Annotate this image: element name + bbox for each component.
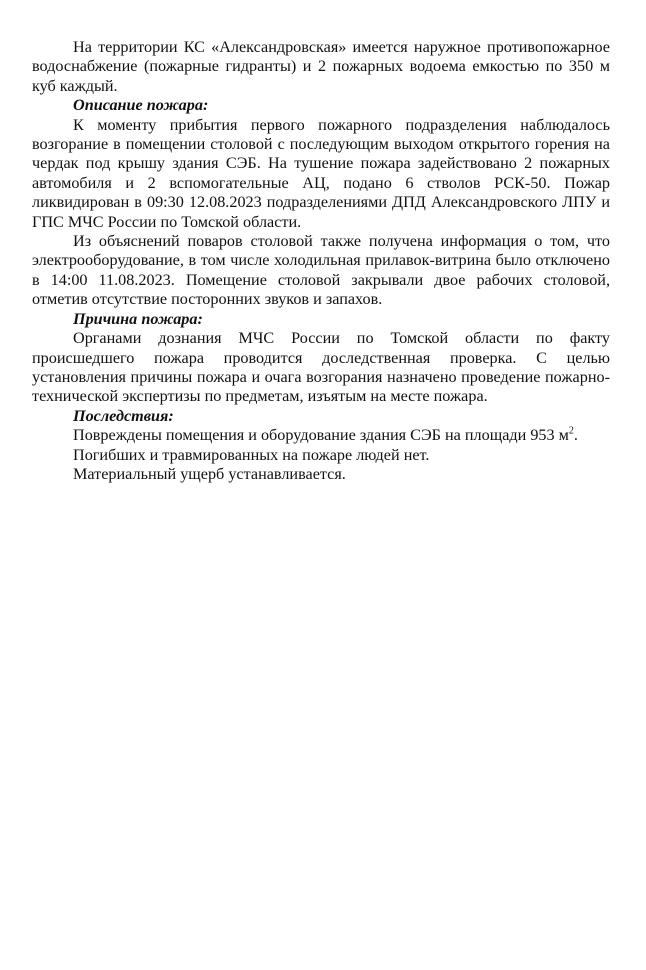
damage-paragraph [32, 426, 610, 445]
fire-cause-heading: Причина пожара: [73, 309, 203, 328]
consequences-heading: Последствия: [73, 406, 174, 425]
fire-cause-paragraph: Органами дознания МЧС России по Томской области по факту происшедшего пожара проводится доследственная проверка. С целью установления причины пожара и очага возгорания назначено проведение пожарно-технической экспертизы по предметам, изъятым на месте пожара. [32, 329, 610, 406]
document-page [32, 38, 610, 484]
material-damage-paragraph: Материальный ущерб устанавливается. [73, 464, 346, 483]
fire-description-paragraph-1: К моменту прибытия первого пожарного подразделения наблюдалось возгорание в помещении столовой с последующим выходом открытого горения на чердак под крышу здания СЭБ. На тушение пожара задействовано 2 пожарных автомобиля и 2 вспомогательные АЦ, подано 6 стволов РСК-50. Пожар ликвидирован в 09:30 12.08.2023 подразделениями ДПД Александровского ЛПУ и ГПС МЧС России по Томской области. [32, 115, 610, 231]
damage-superscript: 2 [568, 425, 574, 437]
fire-description-paragraph-2: Из объяснений поваров столовой также получена информация о том, что электрооборудование, в том числе холодильная прилавок-витрина было отключено в 14:00 11.08.2023. Помещение столовой закрывали двое рабочих столовой, отметив отсутствие посторонних звуков и запахов. [32, 232, 610, 309]
damage-text: Повреждены помещения и оборудование здания СЭБ на площади 953 м [73, 426, 569, 445]
damage-end: . [573, 426, 578, 445]
intro-paragraph: На территории КС «Александровская» имеется наружное противопожарное водоснабжение (пожарные гидранты) и 2 пожарных водоема емкостью по 350 м куб каждый. [32, 38, 610, 95]
casualties-paragraph: Погибших и травмированных на пожаре людей нет. [73, 445, 430, 464]
fire-description-heading: Описание пожара: [73, 96, 209, 115]
